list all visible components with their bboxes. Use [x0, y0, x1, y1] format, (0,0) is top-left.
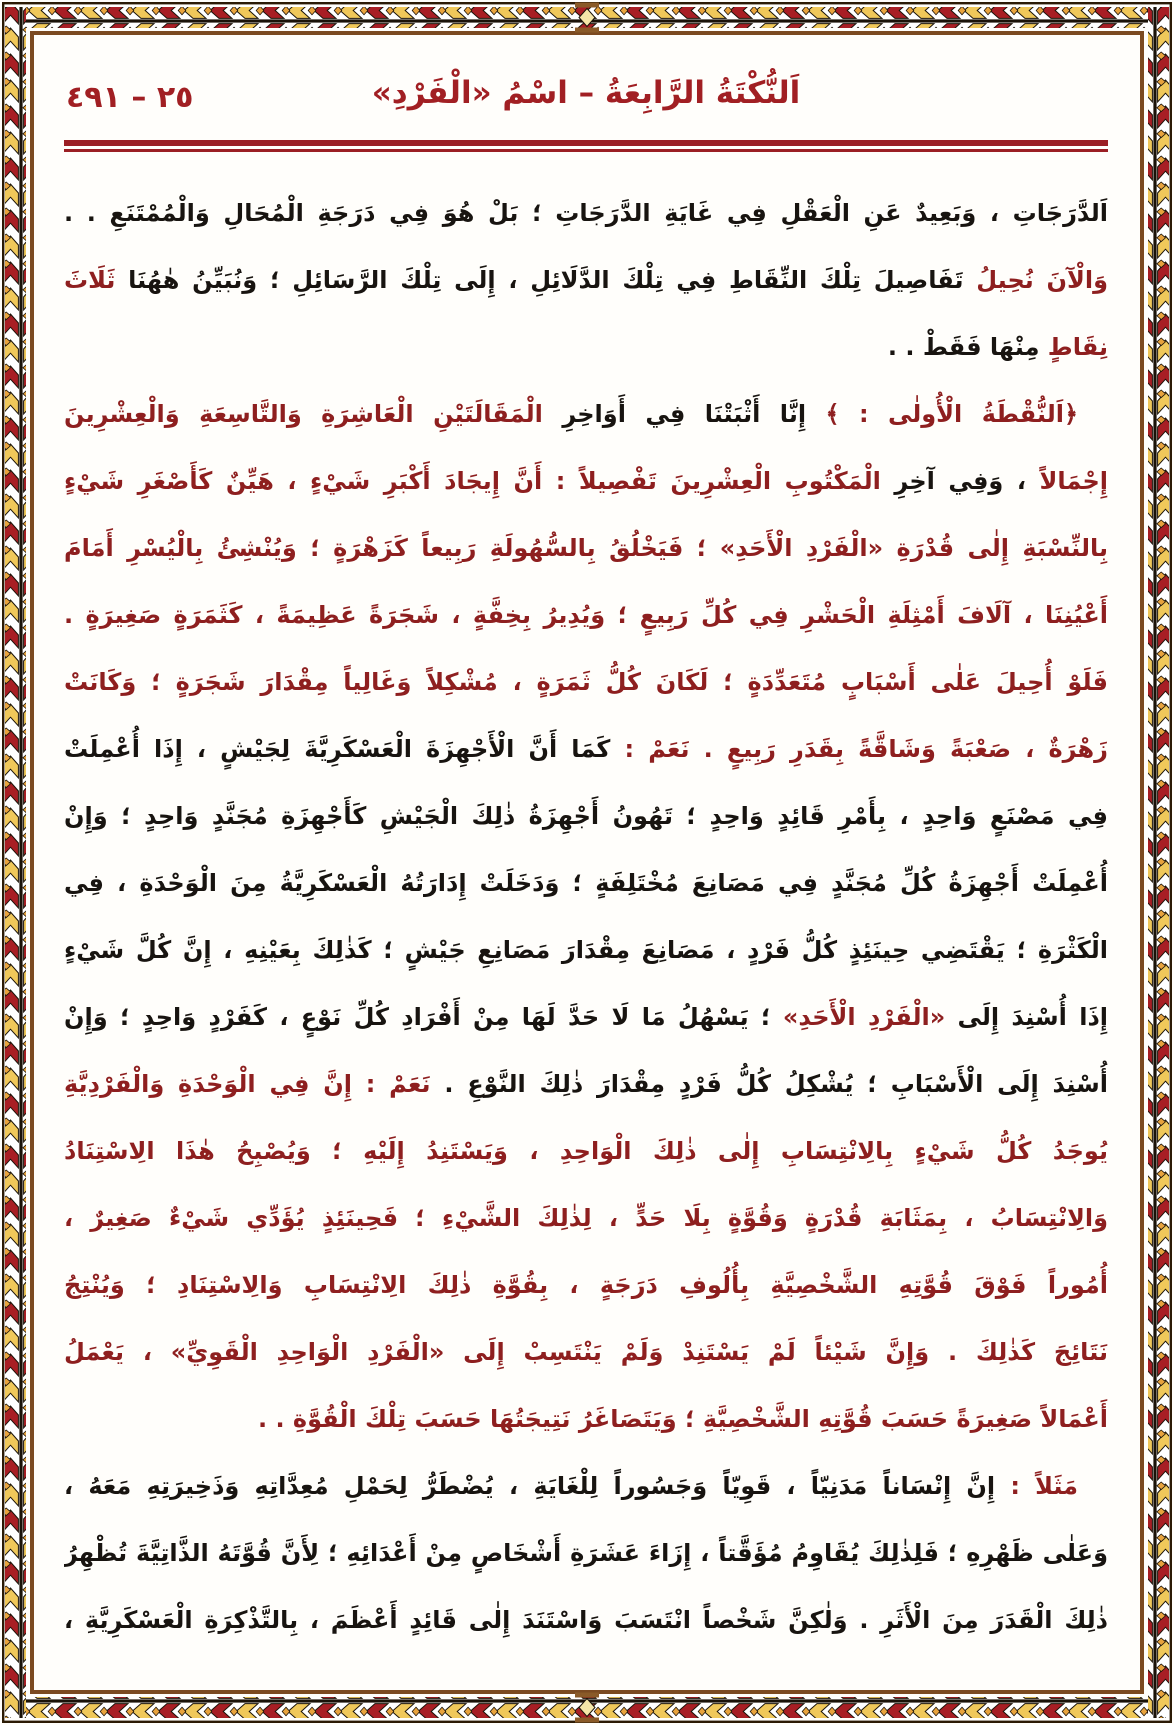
body-text-segment: ، وَفِي آخِرِ — [880, 467, 1026, 495]
divider-thick-bar — [64, 140, 1108, 146]
text-line — [64, 1118, 1108, 1185]
text-line — [64, 1051, 1108, 1118]
text-line — [64, 381, 1108, 448]
text-line — [64, 1319, 1108, 1386]
emphasis-text-segment: نَعَمْ : إِنَّ فِي الْوَحْدَةِ وَالْفَرْدِيَّةِ — [64, 1070, 431, 1098]
text-line — [64, 1185, 1108, 1252]
emphasis-text-segment: ﴿اَلنُّقْطَةُ الْأُولٰى : ﴾ — [806, 400, 1079, 428]
emphasis-text-segment: أُمُوراً فَوْقَ قُوَّتِهِ الشَّخْصِيَّةِ بِأُلُوفِ دَرَجَةٍ ، بِقُوَّةِ ذٰلِكَ الِانْتِسَابِ وَالِاسْتِنَادِ ؛ وَيُنْتِجُ — [64, 1271, 1108, 1299]
text-line — [64, 1520, 1108, 1587]
emphasis-text-segment: زَهْرَةٌ ، صَعْبَةً وَشَاقَّةً بِقَدَرِ رَبِيعٍ . نَعَمْ : — [610, 735, 1108, 763]
emphasis-text-segment: يُوجَدُ كُلُّ شَيْءٍ بِالِانْتِسَابِ إِلٰى ذٰلِكَ الْوَاحِدِ ، وَيَسْتَنِدُ إِلَيْهِ ؛ وَيُصْبِحُ هٰذَا الِاسْتِنَادُ — [64, 1137, 1108, 1165]
text-line — [64, 716, 1108, 783]
body-text-segment: مِنْهَا فَقَطْ . . — [887, 333, 1040, 361]
emphasis-text-segment: وَالْآنَ نُحِيلُ — [963, 266, 1108, 294]
page-header — [64, 72, 1108, 132]
emphasis-text-segment: «الْفَرْدِ الْأَحَدِ» — [782, 1003, 946, 1031]
body-text-segment: الْكَثْرَةِ ؛ يَقْتَضِي حِينَئِذٍ كُلُّ فَرْدٍ ، مَصَانِعَ مِقْدَارَ مَصَانِعِ جَيْشٍ ؛ كَذٰلِكَ بِعَيْنِهِ ، إِنَّ كُلَّ شَيْءٍ — [64, 936, 1108, 964]
text-line — [64, 448, 1108, 515]
body-text-segment: أُسْنِدَ إِلَى الْأَسْبَابِ ؛ يُشْكِلُ كُلُّ فَرْدٍ مِقْدَارَ ذٰلِكَ النَّوْعِ . — [430, 1070, 1108, 1098]
text-line — [64, 314, 1108, 381]
text-line — [64, 850, 1108, 917]
divider-thin-bar — [64, 149, 1108, 152]
body-text-segment: وَعَلٰى ظَهْرِهِ ؛ فَلِذٰلِكَ يُقَاوِمُ مُؤَقَّتاً ، إِزَاءَ عَشَرَةِ أَشْخَاصٍ مِنْ أَعْدَائِهِ ؛ لِأَنَّ قُوَّتَهُ الذَّاتِيَّةَ تُظْهِرُ — [64, 1539, 1108, 1567]
header-divider — [64, 140, 1108, 152]
text-line — [64, 515, 1108, 582]
top-center-ornament — [575, 3, 599, 33]
body-text-segment: تَفَاصِيلَ تِلْكَ النِّقَاطِ فِي تِلْكَ الدَّلَائِلِ ، إِلَى تِلْكَ الرَّسَائِلِ ؛ وَنُبَيِّنُ هٰهُنَا — [115, 266, 964, 294]
text-line — [64, 1587, 1108, 1654]
emphasis-text-segment: وَالِانْتِسَابُ ، بِمَثَابَةِ قُدْرَةٍ وَقُوَّةٍ بِلَا حَدٍّ ، لِذٰلِكَ الشَّيْءِ ؛ فَحِينَئِذٍ يُؤَدِّي شَيْءٌ صَغِيرٌ ، — [64, 1204, 1108, 1232]
emphasis-text-segment: فَلَوْ أُحِيلَ عَلٰى أَسْبَابٍ مُتَعَدِّدَةٍ ؛ لَكَانَ كُلُّ ثَمَرَةٍ ، مُشْكِلاً وَغَالِياً مِقْدَارَ شَجَرَةٍ ؛ وَكَانَتْ — [64, 668, 1108, 696]
emphasis-text-segment: الْمَكْتُوبِ الْعِشْرِينَ تَفْصِيلاً : أَنَّ إِيجَادَ أَكْبَرِ شَيْءٍ ، هَيِّنٌ كَأَصْغَرِ شَيْءٍ — [64, 467, 881, 495]
text-line — [64, 1453, 1108, 1520]
text-line — [64, 649, 1108, 716]
emphasis-text-segment: بِالنِّسْبَةِ إِلٰى قُدْرَةِ «الْفَرْدِ الْأَحَدِ» ؛ فَيَخْلُقُ بِالسُّهُولَةِ رَبِيعاً كَزَهْرَةٍ ؛ وَيُنْشِئُ بِالْيُسْرِ أَمَامَ — [64, 534, 1108, 562]
emphasis-text-segment: مَثَلاً : — [995, 1472, 1079, 1500]
emphasis-text-segment: نِقَاطٍ — [1039, 333, 1108, 361]
text-line — [64, 783, 1108, 850]
body-text-segment: أُعْمِلَتْ أَجْهِزَةُ كُلِّ مُجَنَّدٍ فِي مَصَانِعَ مُخْتَلِفَةٍ ؛ وَدَخَلَتْ إِدَارَتُهُ الْعَسْكَرِيَّةُ مِنَ الْوَحْدَةِ ، فِي — [64, 869, 1108, 897]
text-line — [64, 1252, 1108, 1319]
bottom-center-ornament — [575, 1693, 599, 1723]
text-line — [64, 247, 1108, 314]
page-title: اَلنُّكْتَةُ الرَّابِعَةُ – اسْمُ «الْفَرْدِ» — [371, 75, 801, 111]
text-line — [64, 984, 1108, 1051]
body-text-segment: إِذَا أُسْنِدَ إِلَى — [945, 1003, 1108, 1031]
page-number: ٢٥ – ٤٩١ — [66, 80, 194, 115]
emphasis-text-segment: ثَلَاثَ — [64, 266, 116, 294]
page-content — [64, 72, 1108, 1654]
emphasis-text-segment: أَعْمَالاً صَغِيرَةً حَسَبَ قُوَّتِهِ الشَّخْصِيَّةِ ؛ وَيَتَصَاغَرُ نَتِيجَتُهَا حَسَبَ تِلْكَ الْقُوَّةِ . . — [257, 1405, 1108, 1433]
text-line — [64, 917, 1108, 984]
body-text-segment: إِنَّ إِنْسَاناً مَدَنِيّاً ، قَوِيّاً وَجَسُوراً لِلْغَايَةِ ، يُضْطَرُّ لِحَمْلِ مُعِدَّاتِهِ وَذَخِيرَتِهِ مَعَهُ ، — [64, 1472, 996, 1500]
body-text-segment: إِنَّا أَثْبَتْنَا فِي أَوَاخِرِ — [542, 400, 807, 428]
emphasis-text-segment: نَتَائِجَ كَذٰلِكَ . وَإِنَّ شَيْئاً لَمْ يَسْتَنِدْ وَلَمْ يَنْتَسِبْ إِلَى «الْفَرْدِ الْوَاحِدِ الْقَوِيِّ» ، يَعْمَلُ — [64, 1338, 1108, 1366]
text-line — [64, 1386, 1108, 1453]
body-text-segment: ؛ يَسْهُلُ مَا لَا حَدَّ لَهَا مِنْ أَفْرَادِ كُلِّ نَوْعٍ ، كَفَرْدٍ وَاحِدٍ ؛ وَإِنْ — [64, 1003, 783, 1031]
emphasis-text-segment: الْمَقَالَتَيْنِ الْعَاشِرَةِ وَالتَّاسِعَةِ وَالْعِشْرِينَ — [64, 400, 543, 428]
emphasis-text-segment: أَعْيُنِنَا ، آلَافَ أَمْثِلَةِ الْحَشْرِ فِي كُلِّ رَبِيعٍ ؛ وَيُدِيرُ بِخِفَّةٍ ، شَجَرَةً عَظِيمَةً ، كَثَمَرَةٍ صَغِيرَةٍ . — [64, 601, 1108, 629]
body-text — [64, 180, 1108, 1654]
text-line — [64, 582, 1108, 649]
text-line — [64, 180, 1108, 247]
body-text-segment: ذٰلِكَ الْقَدَرَ مِنَ الْأَثَرِ . وَلٰكِنَّ شَخْصاً انْتَسَبَ وَاسْتَنَدَ إِلٰى قَائِدٍ أَعْظَمَ ، بِالتَّذْكِرَةِ الْعَسْكَرِيَّةِ ، — [64, 1606, 1108, 1634]
body-text-segment: كَمَا أَنَّ الْأَجْهِزَةَ الْعَسْكَرِيَّةَ لِجَيْشٍ ، إِذَا أُعْمِلَتْ — [64, 735, 611, 763]
body-text-segment: اَلدَّرَجَاتِ ، وَبَعِيدٌ عَنِ الْعَقْلِ فِي غَايَةِ الدَّرَجَاتِ ؛ بَلْ هُوَ فِي دَرَجَةِ الْمُحَالِ وَالْمُمْتَنَعِ . . — [64, 199, 1108, 227]
body-text-segment: فِي مَصْنَعٍ وَاحِدٍ ، بِأَمْرِ قَائِدٍ وَاحِدٍ ؛ تَهُونُ أَجْهِزَةُ ذٰلِكَ الْجَيْشِ كَأَجْهِزَةِ مُجَنَّدٍ وَاحِدٍ ؛ وَإِنْ — [64, 802, 1108, 830]
emphasis-text-segment: إِجْمَالاً — [1025, 467, 1108, 495]
